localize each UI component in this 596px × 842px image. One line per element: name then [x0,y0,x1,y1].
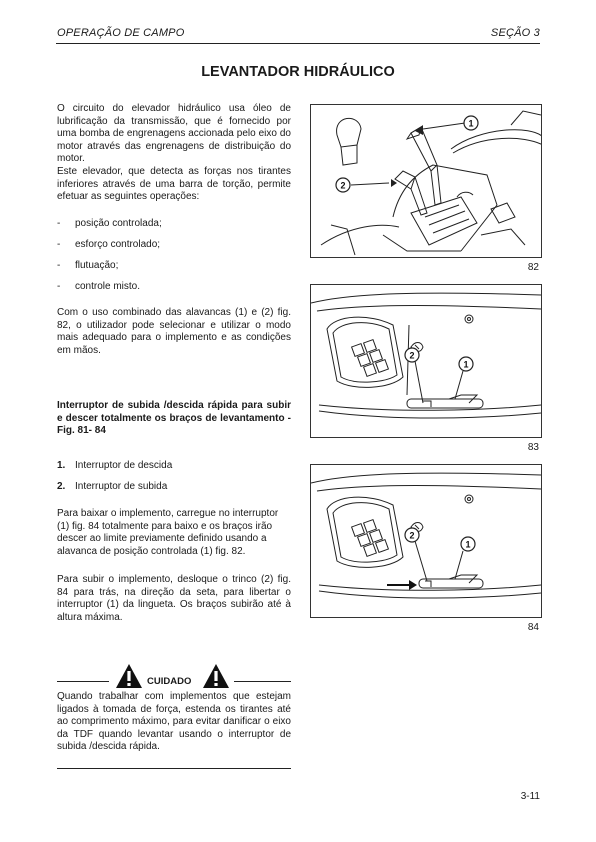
header-section-right: SEÇÃO 3 [490,27,540,39]
operation-item [57,239,160,252]
bullet-dash: - [57,260,61,271]
figure-number-84: 84 [527,622,539,633]
usage-paragraph: Com o uso combinado das alavancas (1) e (2) fig. 82, o utilizador pode selecionar e utilizar o modo mais adequado para o implemento e as condições em mãos. [57,307,291,356]
operation-item [57,260,118,273]
operation-label: esforço controlado; [75,239,161,250]
callout-number: 1 [465,539,471,550]
warning-triangle-icon [115,663,143,689]
lower-paragraph: Para baixar o implemento, carregue no interruptor (1) fig. 84 totalmente para baixo e os braços irão descer ao limite previamente definido usando a alavanca de posição controlada (1) fig. 82. [57,508,279,557]
header-divider [56,43,540,44]
caution-label: CUIDADO [147,676,192,687]
callout-number: 2 [409,350,415,361]
direction-arrow-icon [409,580,417,590]
caution-bottom-rule [57,768,291,769]
switch-heading: Interruptor de subida /descida rápida para subir e descer totalmente os braços de levantamento - Fig. 81- 84 [57,400,291,437]
switch-item-2 [57,481,167,492]
header-section-left: OPERAÇÃO DE CAMPO [57,27,185,39]
callout-number: 1 [463,359,469,370]
figure-number-82: 82 [527,262,539,273]
callout-number: 1 [468,118,474,129]
callout-number: 2 [340,180,346,191]
intro-block [57,103,291,204]
switch-panel-illustration [311,465,541,617]
figure-83-switch-panel [310,284,542,438]
item-label: Interruptor de descida [75,460,173,471]
operation-label: posição controlada; [75,218,162,229]
bullet-dash: - [57,239,61,250]
operation-item [57,281,140,294]
bullet-dash: - [57,281,61,292]
intro-paragraph-1: O circuito do elevador hidráulico usa óleo de lubrificação da transmissão, que é fornecido por uma bomba de engrenagens accionada pelo eixo do motor através das engrenagens de distribuição do motor. [57,103,291,165]
caution-rule-right [234,681,291,682]
item-number: 2. [57,481,66,492]
item-number: 1. [57,460,66,471]
item-label: Interruptor de subida [75,481,168,492]
caution-text: Quando trabalhar com implementos que estejam ligados à tomada de força, estenda os tirantes até ao comprimento máximo, para evitar danificar o eixo da TDF quando levantar usando o interruptor de subida /descida rápida. [57,691,291,753]
switch-item-1 [57,460,172,471]
switch-panel-illustration [311,285,541,437]
figure-82-lift-levers [310,104,542,258]
caution-banner [57,660,291,690]
page-number: 3-11 [520,791,540,802]
warning-triangle-icon [202,663,230,689]
operation-label: flutuação; [75,260,119,271]
figure-number-83: 83 [527,442,539,453]
operation-label: controle misto. [75,281,141,292]
raise-paragraph: Para subir o implemento, desloque o trinco (2) fig. 84 para trás, na direção da seta, para libertar o interruptor (1) da lingueta. Os braços subirão até à altura máxima. [57,574,291,623]
intro-paragraph-2: Este elevador, que detecta as forças nos tirantes inferiores através de uma barra de torção, permite efetuar as seguintes operações: [57,165,291,203]
callout-number: 2 [409,530,415,541]
caution-rule-left [57,681,109,682]
bullet-dash: - [57,218,61,229]
operation-item [57,218,162,231]
page-title: LEVANTADOR HIDRÁULICO [201,64,395,80]
lever-illustration [311,105,541,257]
figure-84-switch-panel-arrow [310,464,542,618]
